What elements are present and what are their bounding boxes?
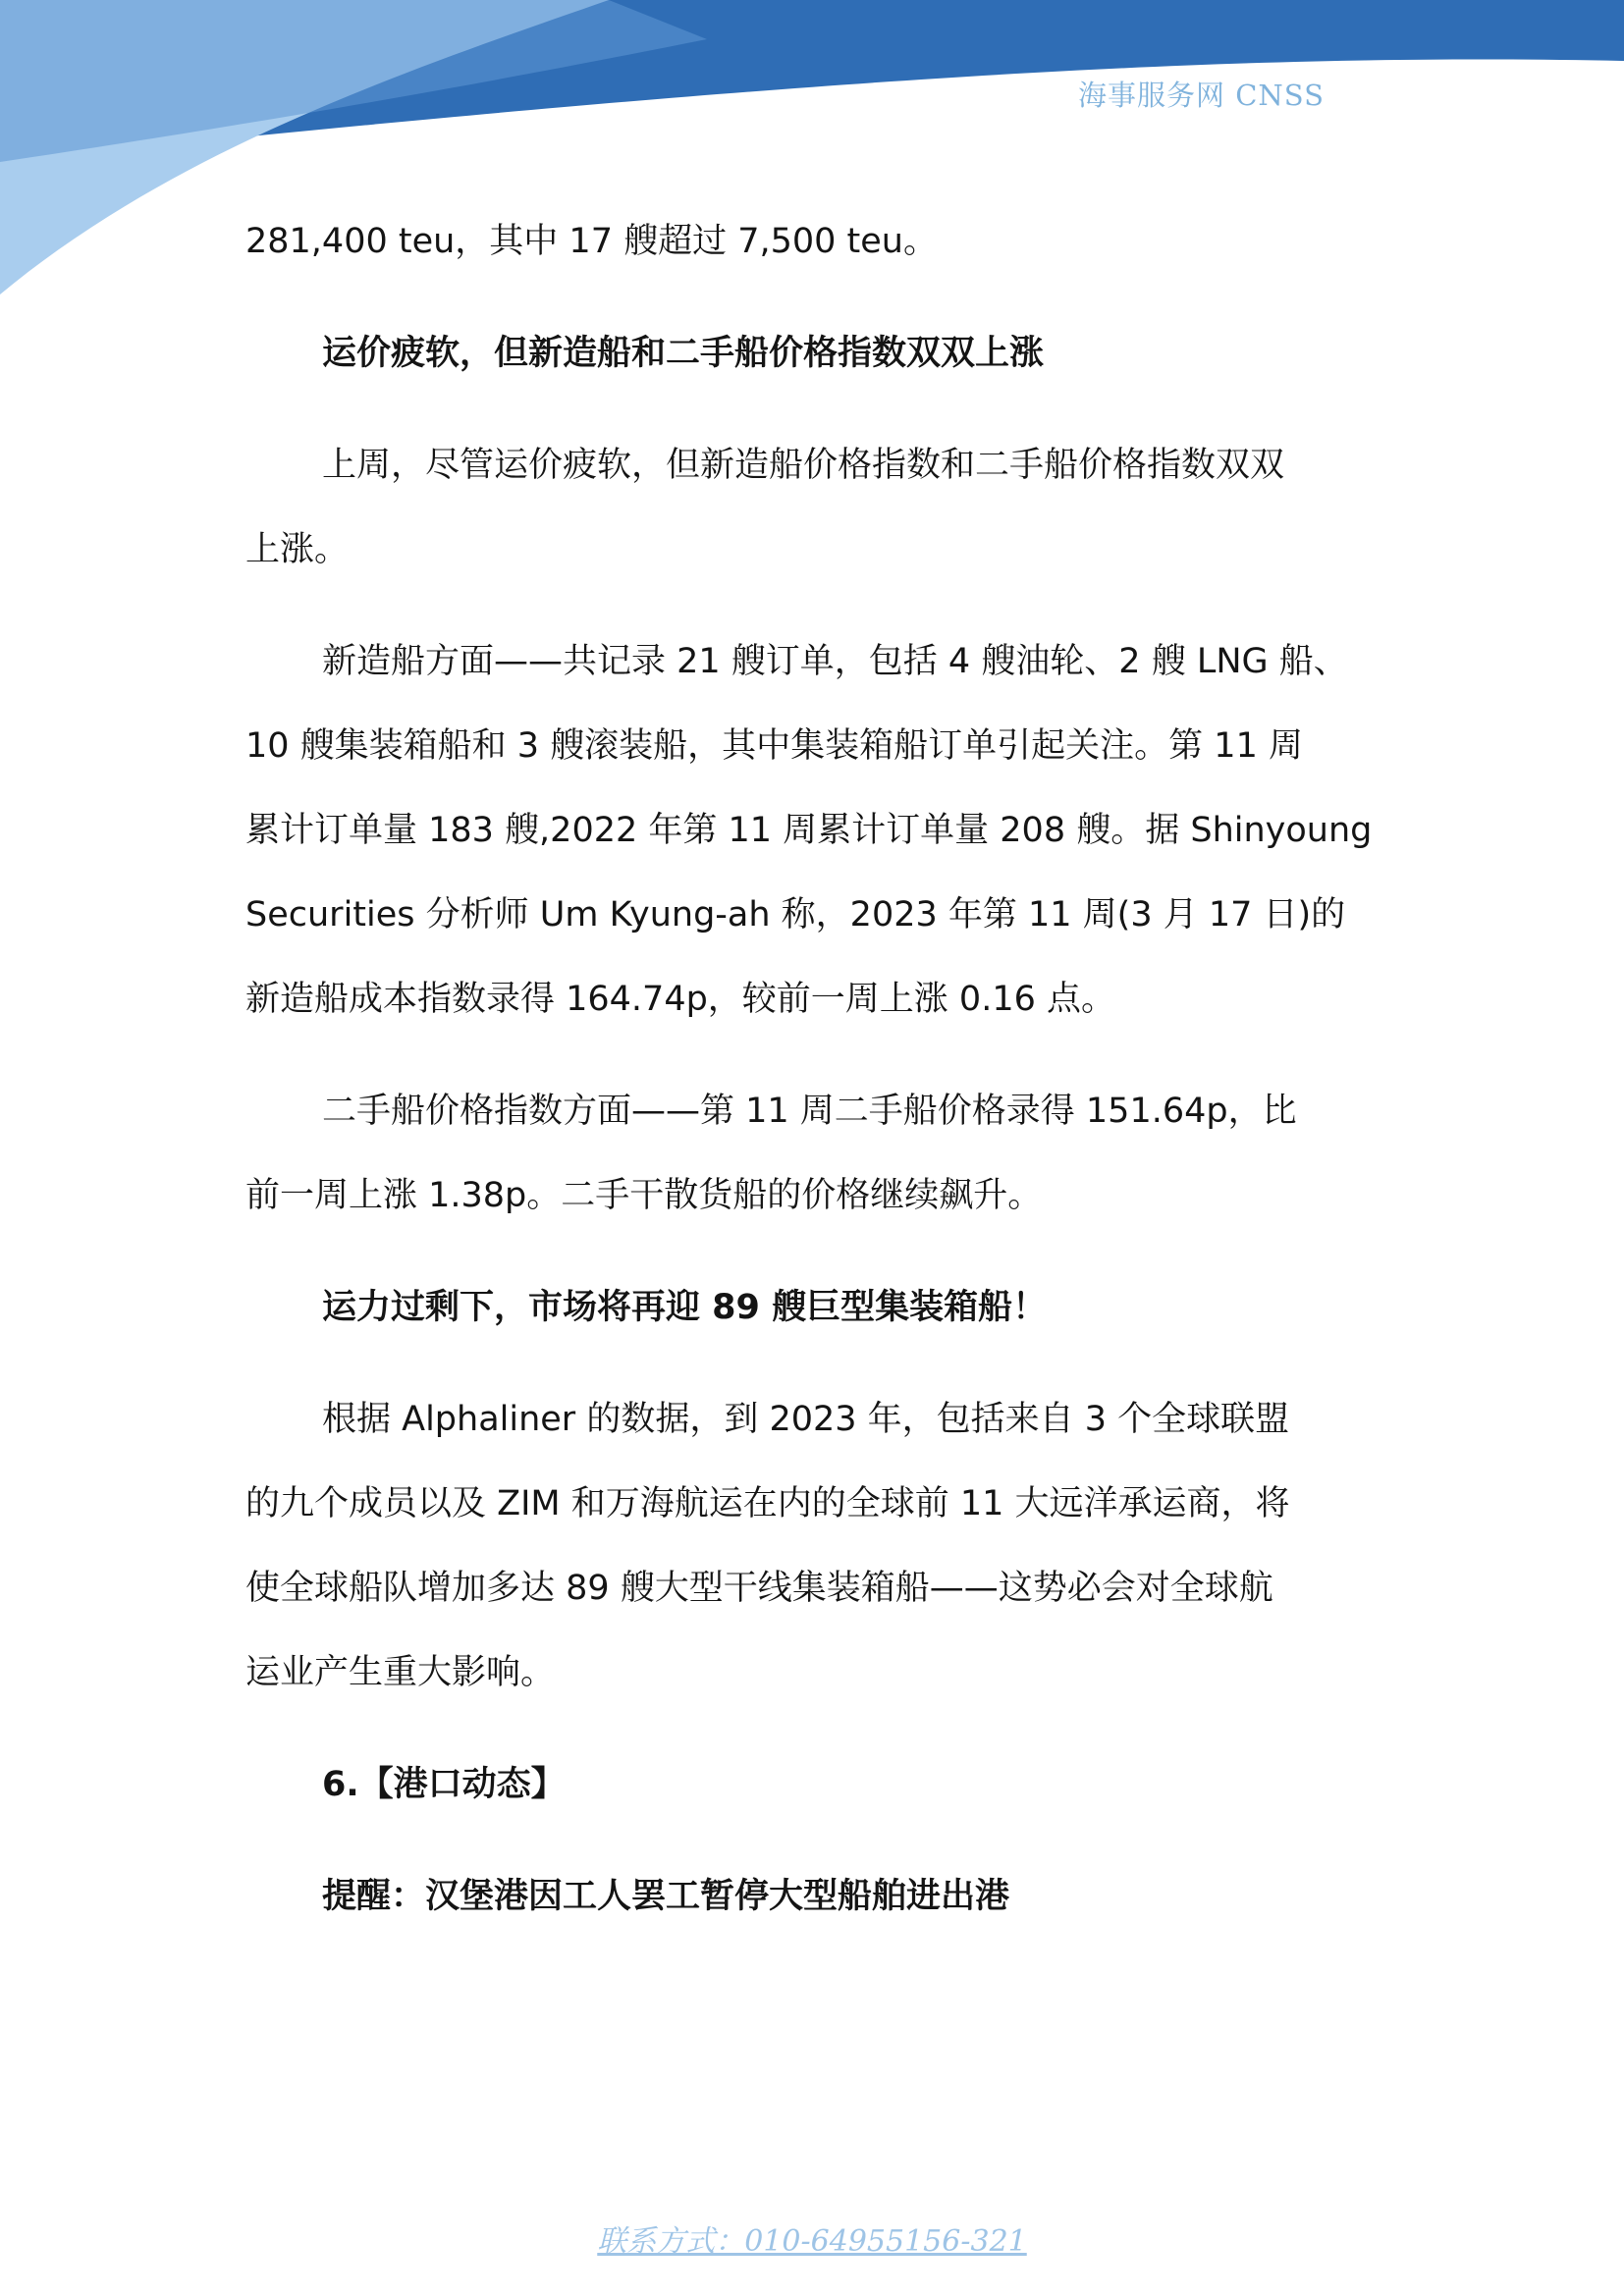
paragraph-line: 新造船成本指数录得 164.74p，较前一周上涨 0.16 点。	[245, 980, 1115, 1019]
paragraph-line: 运业产生重大影响。	[245, 1653, 556, 1692]
header-brand: 海事服务网 CNSS	[1077, 79, 1325, 112]
paragraph-line: Securities 分析师 Um Kyung-ah 称，2023 年第 11 周(3 月 17 日)的	[245, 895, 1346, 934]
section-number-heading: 6.【港口动态】	[322, 1765, 566, 1804]
paragraph-line: 新造船方面——共记录 21 艘订单，包括 4 艘油轮、2 艘 LNG 船、	[322, 642, 1348, 681]
section-heading: 提醒：汉堡港因工人罢工暂停大型船舶进出港	[322, 1877, 1010, 1916]
section-heading: 运价疲软，但新造船和二手船价格指数双双上涨	[322, 334, 1045, 373]
paragraph-line: 281,400 teu，其中 17 艘超过 7,500 teu。	[245, 222, 938, 261]
paragraph-line: 二手船价格指数方面——第 11 周二手船价格录得 151.64p，比	[322, 1092, 1297, 1131]
paragraph-line: 累计订单量 183 艘,2022 年第 11 周累计订单量 208 艘。据 Shinyoung	[245, 811, 1373, 850]
paragraph-line: 前一周上涨 1.38p。二手干散货船的价格继续飙升。	[245, 1176, 1043, 1215]
footer-contact-link[interactable]: 联系方式：010-64955156-321	[597, 2224, 1027, 2259]
paragraph-line: 上周，尽管运价疲软，但新造船价格指数和二手船价格指数双双	[322, 446, 1285, 485]
paragraph-line: 根据 Alphaliner 的数据，到 2023 年，包括来自 3 个全球联盟	[322, 1400, 1290, 1439]
paragraph-line: 10 艘集装箱船和 3 艘滚装船，其中集装箱船订单引起关注。第 11 周	[245, 726, 1303, 766]
paragraph-line: 使全球船队增加多达 89 艘大型干线集装箱船——这势必会对全球航	[245, 1569, 1273, 1608]
section-heading: 运力过剩下，市场将再迎 89 艘巨型集装箱船！	[322, 1288, 1048, 1327]
paragraph-line: 上涨。	[245, 530, 350, 569]
paragraph-line: 的九个成员以及 ZIM 和万海航运在内的全球前 11 大远洋承运商，将	[245, 1484, 1290, 1523]
